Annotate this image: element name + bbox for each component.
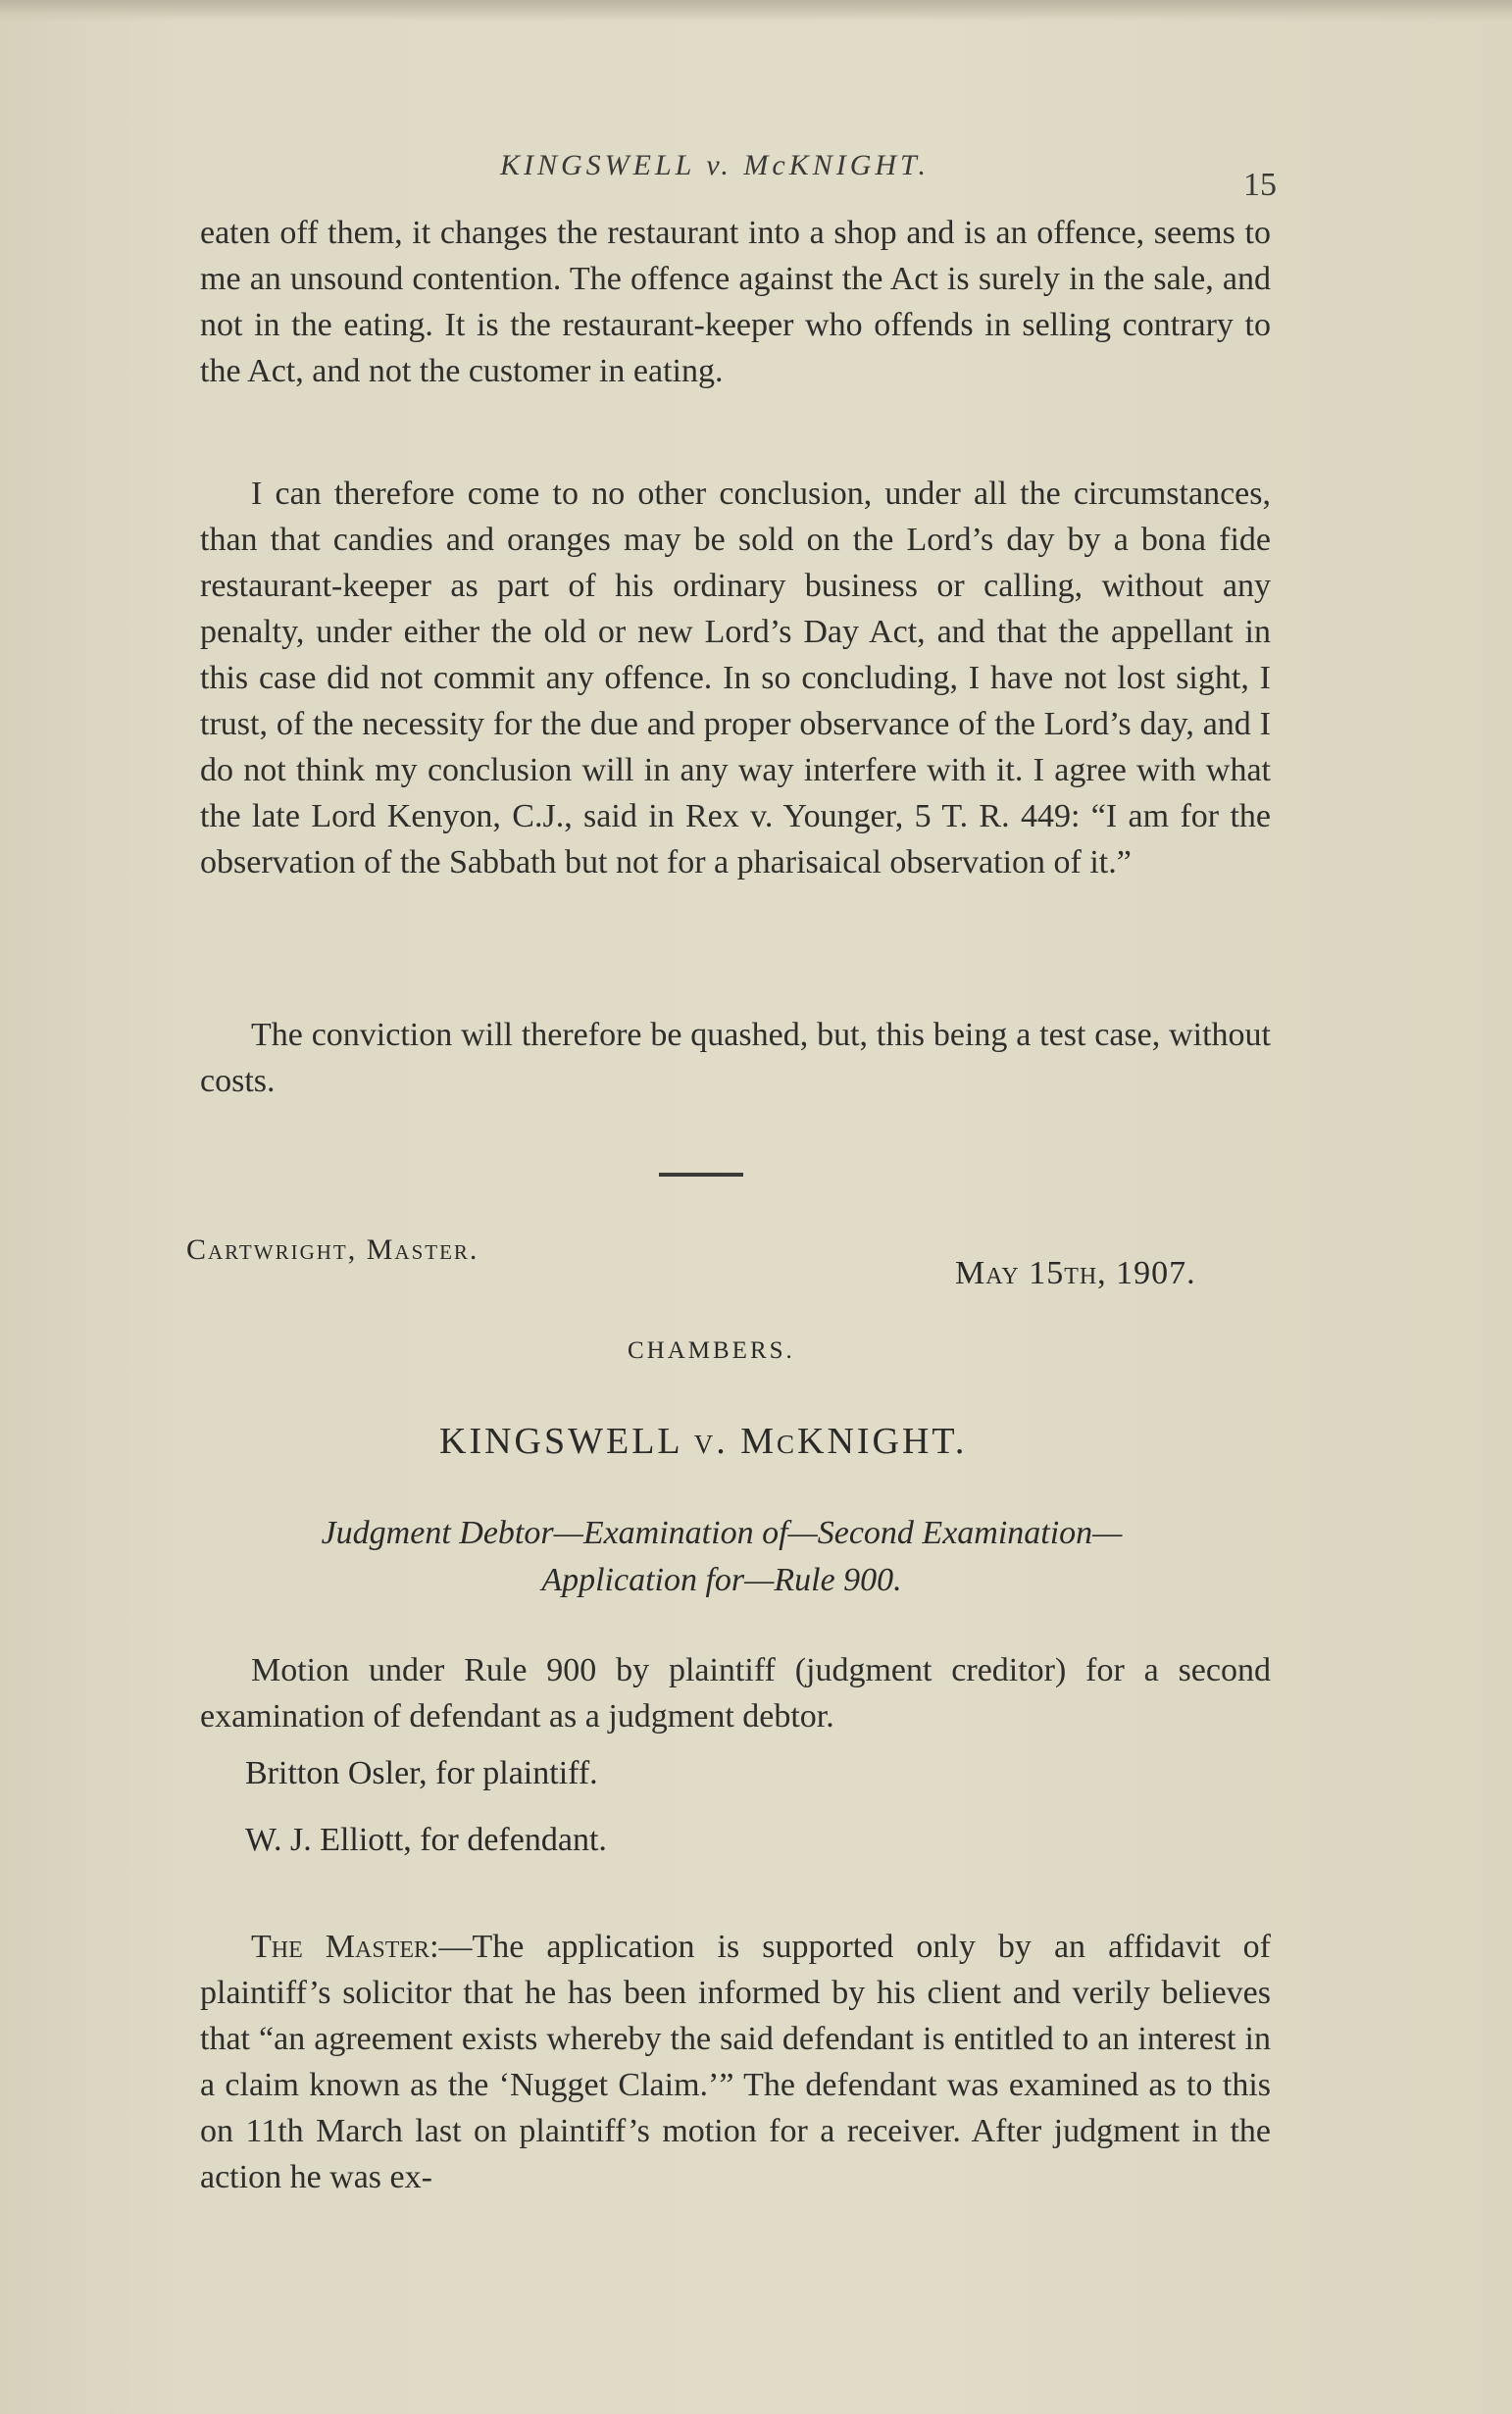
judgment-paragraph	[200, 1924, 1271, 2200]
page-number: 15	[1243, 167, 1277, 203]
judgment-date: May 15th, 1907.	[955, 1255, 1196, 1291]
page-top-edge	[0, 0, 1512, 22]
counsel-defendant: W. J. Elliott, for defendant.	[245, 1822, 607, 1858]
section-divider	[659, 1173, 743, 1177]
paragraph-conviction: The conviction will therefore be quashed, but, this being a test case, without costs.	[200, 1017, 1271, 1099]
headnote-line-2: Application for—Rule 900.	[541, 1562, 902, 1598]
paragraph-continuation: eaten off them, it changes the restaurant into a shop and is an offence, seems to me an unsound contention. The offence against the Act is surely in the sale, and not in the eating. It is the restaurant-keeper who offends in selling contrary to the Act, and not the customer in eating.	[200, 215, 1271, 389]
chambers-heading: CHAMBERS.	[628, 1337, 795, 1364]
judgment-text: :—The application is supported only by an affidavit of plaintiff’s solicitor that he has been informed by his client and verily believes that “an agreement exists whereby the said defendant is entitled to an interest in a claim known as the ‘Nugget Claim.’” The defendant was examined as to this on 11th March last on plaintiff’s motion for a receiver. After judgment in the action he was ex-	[200, 1929, 1272, 2195]
headnote-line-1: Judgment Debtor—Examination of—Second Examination—	[321, 1515, 1123, 1551]
paragraph-conclusion: I can therefore come to no other conclusion, under all the circumstances, than that candies and oranges may be sold on the Lord’s day by a bona fide restaurant-keeper as part of his ordinary business or calling, without any penalty, under either the old or new Lord’s Day Act, and that the appellant in this case did not commit any offence. In so concluding, I have not lost sight, I trust, of the necessity for the due and proper observance of the Lord’s day, and I do not think my conclusion will in any way interfere with it. I agree with what the late Lord Kenyon, C.J., said in Rex v. Younger, 5 T. R. 449: “I am for the observation of the Sabbath but not for a pharisaical observation of it.”	[200, 476, 1271, 880]
running-head: KINGSWELL v. McKNIGHT.	[500, 149, 931, 181]
case-title: KINGSWELL v. McKNIGHT.	[439, 1421, 968, 1462]
motion-paragraph: Motion under Rule 900 by plaintiff (judgment creditor) for a second examination of defendant as a judgment debtor.	[200, 1652, 1271, 1735]
judgment-speaker: The Master	[251, 1929, 430, 1965]
court-master: Cartwright, Master.	[186, 1233, 479, 1266]
counsel-plaintiff: Britton Osler, for plaintiff.	[245, 1755, 598, 1791]
headnote	[182, 1510, 1261, 1604]
